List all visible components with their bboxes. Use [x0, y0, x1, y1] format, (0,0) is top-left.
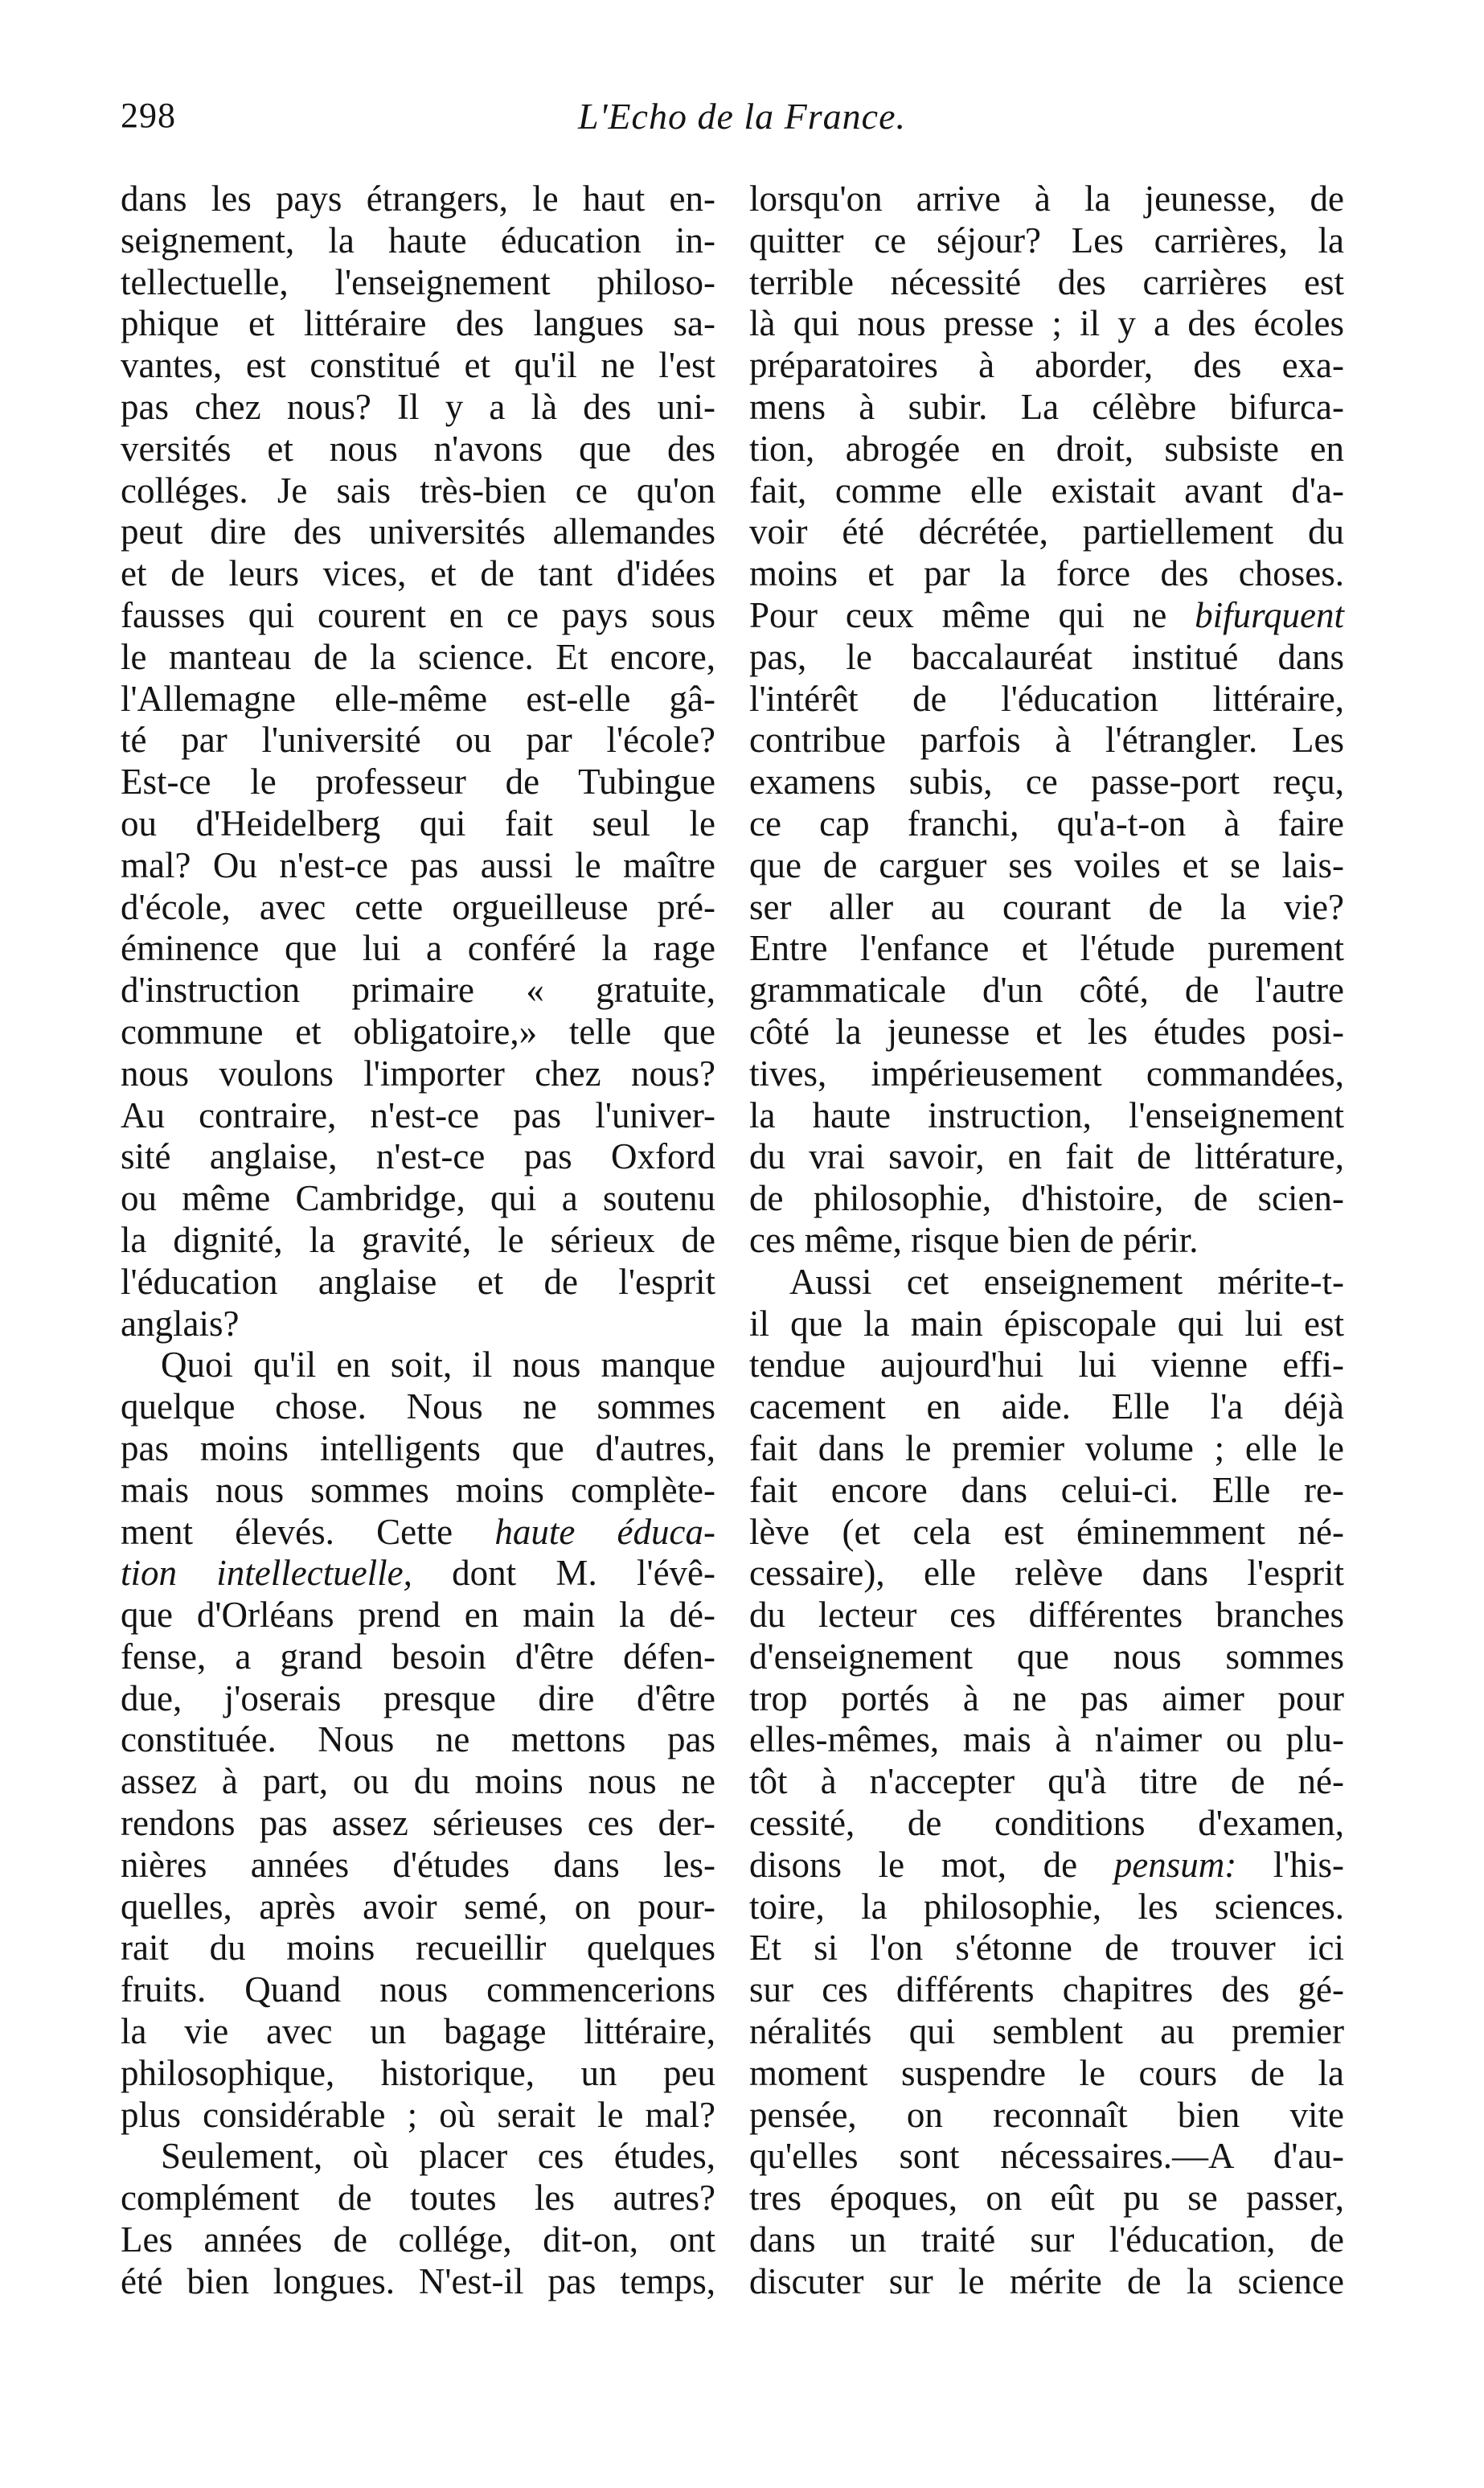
text-line: l'éducation anglaise et de l'esprit	[121, 1261, 715, 1302]
text-line: ou d'Heidelberg qui fait seul le	[121, 803, 715, 844]
text-line	[121, 1553, 715, 1595]
text-line	[121, 1512, 715, 1554]
page-number: 298	[121, 96, 176, 135]
text-line: mens à subir. La célèbre bifurca-	[749, 386, 1344, 427]
text-line: éminence que lui a conféré la rage	[121, 928, 715, 969]
text-line: tôt à n'accepter qu'à titre de né-	[749, 1761, 1344, 1802]
text-line: fait, comme elle existait avant d'a-	[749, 470, 1344, 511]
text-line: d'enseignement que nous sommes	[749, 1636, 1344, 1677]
text-line: nous voulons l'importer chez nous?	[121, 1053, 715, 1094]
text-line: l'intérêt de l'éducation littéraire,	[749, 678, 1344, 719]
text-line: examens subis, ce passe-port reçu,	[749, 762, 1344, 803]
text-line: sité anglaise, n'est-ce pas Oxford	[121, 1136, 715, 1177]
text-line: que de carguer ses voiles et se lais-	[749, 844, 1344, 885]
text-line: quelque chose. Nous ne sommes	[121, 1386, 715, 1427]
text-run: disons le mot, de	[749, 1844, 1114, 1885]
text-line: cacement en aide. Elle l'a déjà	[749, 1386, 1344, 1427]
text-line: dans un traité sur l'éducation, de	[749, 2219, 1344, 2260]
text-line: cessaire), elle relève dans l'esprit	[749, 1553, 1344, 1594]
text-line: Les années de collége, dit-on, ont	[121, 2219, 715, 2260]
text-line: vantes, est constitué et qu'il ne l'est	[121, 345, 715, 386]
text-line: rendons pas assez sérieuses ces der-	[121, 1803, 715, 1844]
text-line: Est-ce le professeur de Tubingue	[121, 762, 715, 803]
text-run: Pour ceux même qui ne	[749, 594, 1195, 635]
text-line: Seulement, où placer ces études,	[161, 2136, 715, 2177]
text-line: Au contraire, n'est-ce pas l'univer-	[121, 1094, 715, 1135]
text-line: phique et littéraire des langues sa-	[121, 303, 715, 344]
text-line: complément de toutes les autres?	[121, 2178, 715, 2219]
text-line: le manteau de la science. Et encore,	[121, 636, 715, 677]
text-line: il que la main épiscopale qui lui est	[749, 1303, 1344, 1344]
text-line: discuter sur le mérite de la science	[749, 2260, 1344, 2301]
text-line: té par l'université ou par l'école?	[121, 720, 715, 761]
text-line: pas moins intelligents que d'autres,	[121, 1427, 715, 1468]
text-run: ment élevés. Cette	[121, 1511, 495, 1552]
text-line: là qui nous presse ; il y a des écoles	[749, 303, 1344, 344]
text-line: peut dire des universités allemandes	[121, 511, 715, 552]
text-line: la vie avec un bagage littéraire,	[121, 2011, 715, 2052]
right-text-column	[749, 179, 1344, 2303]
text-line: elles-mêmes, mais à n'aimer ou plu-	[749, 1719, 1344, 1760]
text-line: néralités qui semblent au premier	[749, 2011, 1344, 2052]
text-line: préparatoires à aborder, des exa-	[749, 345, 1344, 386]
text-line: Et si l'on s'étonne de trouver ici	[749, 1928, 1344, 1969]
text-line: fruits. Quand nous commencerions	[121, 1969, 715, 2010]
text-line: tion, abrogée en droit, subsiste en	[749, 428, 1344, 469]
text-run: dont M. l'évê-	[412, 1553, 715, 1594]
text-line: philosophique, historique, un peu	[121, 2052, 715, 2093]
text-line: contribue parfois à l'étrangler. Les	[749, 720, 1344, 761]
text-line: moment suspendre le cours de la	[749, 2052, 1344, 2093]
text-line: que d'Orléans prend en main la dé-	[121, 1595, 715, 1636]
running-title: L'Echo de la France.	[578, 96, 906, 137]
text-line: trop portés à ne pas aimer pour	[749, 1677, 1344, 1718]
text-line: voir été décrétée, partiellement du	[749, 511, 1344, 552]
text-line: ces même, risque bien de périr.	[749, 1219, 1199, 1260]
text-line: seignement, la haute éducation in-	[121, 220, 715, 261]
text-line: la dignité, la gravité, le sérieux de	[121, 1219, 715, 1260]
text-line: grammaticale d'un côté, de l'autre	[749, 970, 1344, 1011]
text-line: pas chez nous? Il y a là des uni-	[121, 386, 715, 427]
text-line: fausses qui courent en ce pays sous	[121, 594, 715, 635]
text-line: anglais?	[121, 1303, 240, 1344]
text-line: quitter ce séjour? Les carrières, la	[749, 220, 1344, 261]
italic-text-run: haute éduca-	[494, 1511, 715, 1552]
text-line: Entre l'enfance et l'étude purement	[749, 928, 1344, 969]
text-line: de philosophie, d'histoire, de scien-	[749, 1178, 1344, 1219]
text-line: fait encore dans celui-ci. Elle re-	[749, 1469, 1344, 1510]
text-line: mal? Ou n'est-ce pas aussi le maître	[121, 844, 715, 885]
text-line	[749, 595, 1344, 637]
text-line: du lecteur ces différentes branches	[749, 1595, 1344, 1636]
text-line: moins et par la force des choses.	[749, 553, 1344, 594]
text-line: cessité, de conditions d'examen,	[749, 1803, 1344, 1844]
text-line: sur ces différents chapitres des gé-	[749, 1969, 1344, 2010]
text-line: assez à part, ou du moins nous ne	[121, 1761, 715, 1802]
text-line: pensée, on reconnaît bien vite	[749, 2094, 1344, 2135]
text-line: dans les pays étrangers, le haut en-	[121, 179, 715, 219]
text-line: mais nous sommes moins complète-	[121, 1469, 715, 1510]
italic-text-run: bifurquent	[1195, 594, 1344, 635]
text-line: ou même Cambridge, qui a soutenu	[121, 1178, 715, 1219]
text-line: quelles, après avoir semé, on pour-	[121, 1886, 715, 1927]
text-line: tres époques, on eût pu se passer,	[749, 2178, 1344, 2219]
text-line: d'école, avec cette orgueilleuse pré-	[121, 886, 715, 927]
text-line: tives, impérieusement commandées,	[749, 1053, 1344, 1094]
text-line: lorsqu'on arrive à la jeunesse, de	[749, 179, 1344, 219]
text-line: d'instruction primaire « gratuite,	[121, 970, 715, 1011]
text-line: versités et nous n'avons que des	[121, 428, 715, 469]
text-line: qu'elles sont nécessaires.—A d'au-	[749, 2136, 1344, 2177]
text-line: Quoi qu'il en soit, il nous manque	[161, 1345, 715, 1386]
text-line: toire, la philosophie, les sciences.	[749, 1886, 1344, 1927]
text-line: fense, a grand besoin d'être défen-	[121, 1636, 715, 1677]
text-line: ser aller au courant de la vie?	[749, 886, 1344, 927]
text-line: et de leurs vices, et de tant d'idées	[121, 553, 715, 594]
text-line: l'Allemagne elle-même est-elle gâ-	[121, 678, 715, 719]
left-text-column	[121, 179, 715, 2303]
text-line: la haute instruction, l'enseignement	[749, 1094, 1344, 1135]
text-run: l'his-	[1236, 1844, 1344, 1885]
text-line: pas, le baccalauréat institué dans	[749, 636, 1344, 677]
text-line: Aussi cet enseignement mérite-t-	[789, 1261, 1344, 1302]
text-line: fait dans le premier volume ; elle le	[749, 1427, 1344, 1468]
text-line: ce cap franchi, qu'a-t-on à faire	[749, 803, 1344, 844]
text-line: due, j'oserais presque dire d'être	[121, 1677, 715, 1718]
text-line: colléges. Je sais très-bien ce qu'on	[121, 470, 715, 511]
italic-text-run: tion intellectuelle,	[121, 1553, 412, 1594]
italic-text-run: pensum:	[1113, 1844, 1237, 1885]
text-line: commune et obligatoire,» telle que	[121, 1011, 715, 1052]
text-line: tendue aujourd'hui lui vienne effi-	[749, 1345, 1344, 1386]
text-line	[749, 1845, 1344, 1887]
text-line: plus considérable ; où serait le mal?	[121, 2094, 715, 2135]
text-line: tellectuelle, l'enseignement philoso-	[121, 261, 715, 302]
text-line: constituée. Nous ne mettons pas	[121, 1719, 715, 1760]
text-line: nières années d'études dans les-	[121, 1844, 715, 1885]
text-line: côté la jeunesse et les études posi-	[749, 1011, 1344, 1052]
text-line: été bien longues. N'est-il pas temps,	[121, 2260, 715, 2301]
text-line: du vrai savoir, en fait de littérature,	[749, 1136, 1344, 1177]
text-line: lève (et cela est éminemment né-	[749, 1511, 1344, 1552]
text-line: rait du moins recueillir quelques	[121, 1928, 715, 1969]
text-line: terrible nécessité des carrières est	[749, 261, 1344, 302]
